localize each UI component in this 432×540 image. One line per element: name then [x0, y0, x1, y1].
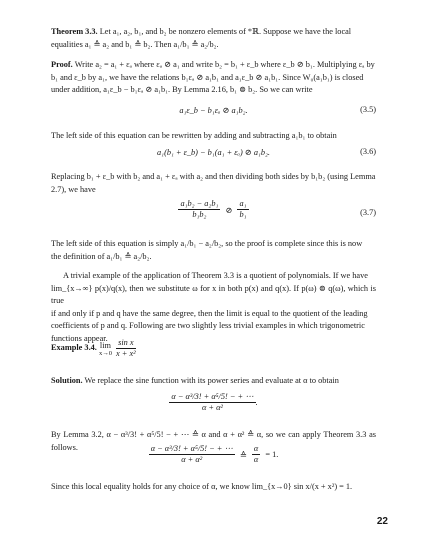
equation-3-7-lhs-top: a₁b₂ − a₂b₁ — [180, 199, 219, 208]
paragraph-conclusion-2: the definition of a₁/b₁ ≙ a₂/b₂. — [51, 251, 152, 261]
proof-label: Proof. — [51, 60, 73, 69]
theorem-3-3 — [51, 26, 376, 51]
equation-3-7-rhs — [237, 199, 248, 220]
example-limit-subscript: x→0 — [98, 349, 112, 357]
paragraph-replacing-1: Replacing b₁ + ε_b with b₂ and a₁ + εₐ with a₂ and then dividing both sides by b₁b₂ (using Lemma — [51, 172, 376, 181]
solution-result-top: α − α³/3! + α⁵/5! − + ⋯ — [150, 444, 233, 453]
example-limit — [99, 341, 112, 357]
paragraph-polynomials-3: if and only if p and q have the same degree, then the limit is equal to the quotient of the leading — [51, 308, 368, 318]
equation-3-7-relation: ⊘ — [225, 205, 233, 215]
equation-3-6-number: (3.6) — [360, 147, 376, 156]
paragraph-final — [51, 481, 376, 494]
equation-3-6 — [51, 145, 376, 161]
equation-3-7-number: (3.7) — [360, 208, 376, 217]
paragraph-replacing-2: 2.7), we have — [51, 184, 96, 194]
example-3-4 — [51, 338, 376, 362]
solution-result-value: = 1. — [265, 450, 279, 459]
equation-3-5-expr: a₁ε_b − b₁εₐ ⊘ a₁b₂. — [179, 106, 248, 115]
theorem-label: Theorem 3.3. — [51, 27, 98, 36]
paragraph-polynomials-4: coefficients of p and q. Following are two slightly less trivial examples in which trigonometric — [51, 321, 365, 331]
paragraph-final-text: Since this local equality holds for any choice of α, we know lim_{x→0} sin x/(x + x²) = 1. — [51, 482, 353, 491]
paragraph-rewrite-text: The left side of this equation can be rewritten by adding and subtracting a₁b₁ to obtain — [51, 131, 337, 140]
example-fraction — [114, 338, 138, 359]
paragraph-conclusion — [51, 238, 376, 263]
paragraph-polynomials-1: A trivial example of the application of Theorem 3.3 is a quotient of polynomials. If we have — [63, 271, 368, 280]
paragraph-polynomials-5: functions appear. — [51, 333, 108, 343]
paragraph-conclusion-1: The left side of this equation is simply a₁/b₁ − a₂/b₂, so the proof is complete since this is now — [51, 239, 363, 248]
page-number: 22 — [376, 516, 388, 527]
equation-3-7 — [51, 199, 376, 227]
solution — [51, 375, 376, 388]
solution-result-simplified — [252, 444, 260, 465]
equation-3-7-lhs — [178, 199, 220, 220]
equation-3-5-number: (3.5) — [360, 105, 376, 114]
proof-text-1: Write a₂ = a₁ + εₐ where εₐ ⊘ a₁ and write b₂ = b₁ + ε_b where ε_b ⊘ b₁. Multiplying εₐ by — [74, 60, 375, 69]
paragraph-rewrite — [51, 130, 376, 143]
proof-text-3: under addition, a₁ε_b − b₁εₐ ⊘ a₁b₁. By Lemma 2.16, b₁ ⊜ b₂. So we can write — [51, 85, 313, 95]
solution-result-relation: ≙ — [239, 450, 247, 460]
theorem-text-2: equalities a₁ ≙ a₂ and b₁ ≙ b₂. Then a₁/b₁ ≙ a₂/b₂. — [51, 39, 219, 49]
equation-3-5 — [51, 103, 376, 119]
solution-result — [51, 444, 376, 472]
solution-result-simplified-top: α — [253, 444, 259, 453]
paragraph-polynomials — [51, 270, 376, 346]
solution-expression-fraction — [169, 392, 255, 413]
solution-expression — [51, 392, 376, 420]
solution-label: Solution. — [51, 376, 83, 385]
equation-3-6-expr: a₁(b₁ + ε_b) − b₁(a₁ + εₐ) ⊘ a₁b₂. — [157, 148, 270, 157]
solution-expression-period: . — [255, 398, 258, 407]
paragraph-lemma-3-2-text: By Lemma 3.2, α − α³/3! + α⁵/5! − + ⋯ ≙ α and α + α² ≙ α, so we can apply Theorem 3.3 as follows. — [51, 430, 376, 452]
solution-result-fraction — [149, 444, 235, 465]
equation-3-7-rhs-bottom: b₁ — [239, 210, 247, 219]
example-fraction-bottom: x + x² — [116, 349, 136, 358]
solution-result-bottom: α + α² — [181, 455, 203, 464]
theorem-text-1: Let a₁, a₂, b₁, and b₂ be nonzero elements of *ℝ. Suppose we have the local — [99, 27, 352, 36]
proof — [51, 59, 376, 97]
paragraph-replacing — [51, 171, 376, 196]
solution-result-simplified-bottom: α — [253, 455, 259, 464]
solution-expression-bottom: α + α² — [201, 403, 223, 412]
solution-text: We replace the sine function with its power series and evaluate at α to obtain — [84, 376, 339, 385]
example-limit-word: lim — [99, 340, 111, 350]
proof-text-2: b₁ and ε_b by a₁, we have the relations b₁εₐ ⊘ a₁b₁ and a₁ε_b ⊘ a₁b₁. Since W₀(a₁b₁) is closed — [51, 72, 364, 82]
paragraph-polynomials-2: lim_{x→∞} p(x)/q(x), then we substitute ω for x in both p(x) and q(x). If p(ω) ⊜ q(ω), which is true — [51, 283, 376, 306]
example-fraction-top: sin x — [118, 338, 134, 347]
equation-3-7-rhs-top: a₁ — [239, 199, 247, 208]
solution-expression-top: α − α³/3! + α⁵/5! − + ⋯ — [171, 392, 254, 401]
example-label: Example 3.4. — [51, 343, 97, 353]
equation-3-7-lhs-bottom: b₁b₂ — [192, 210, 207, 219]
